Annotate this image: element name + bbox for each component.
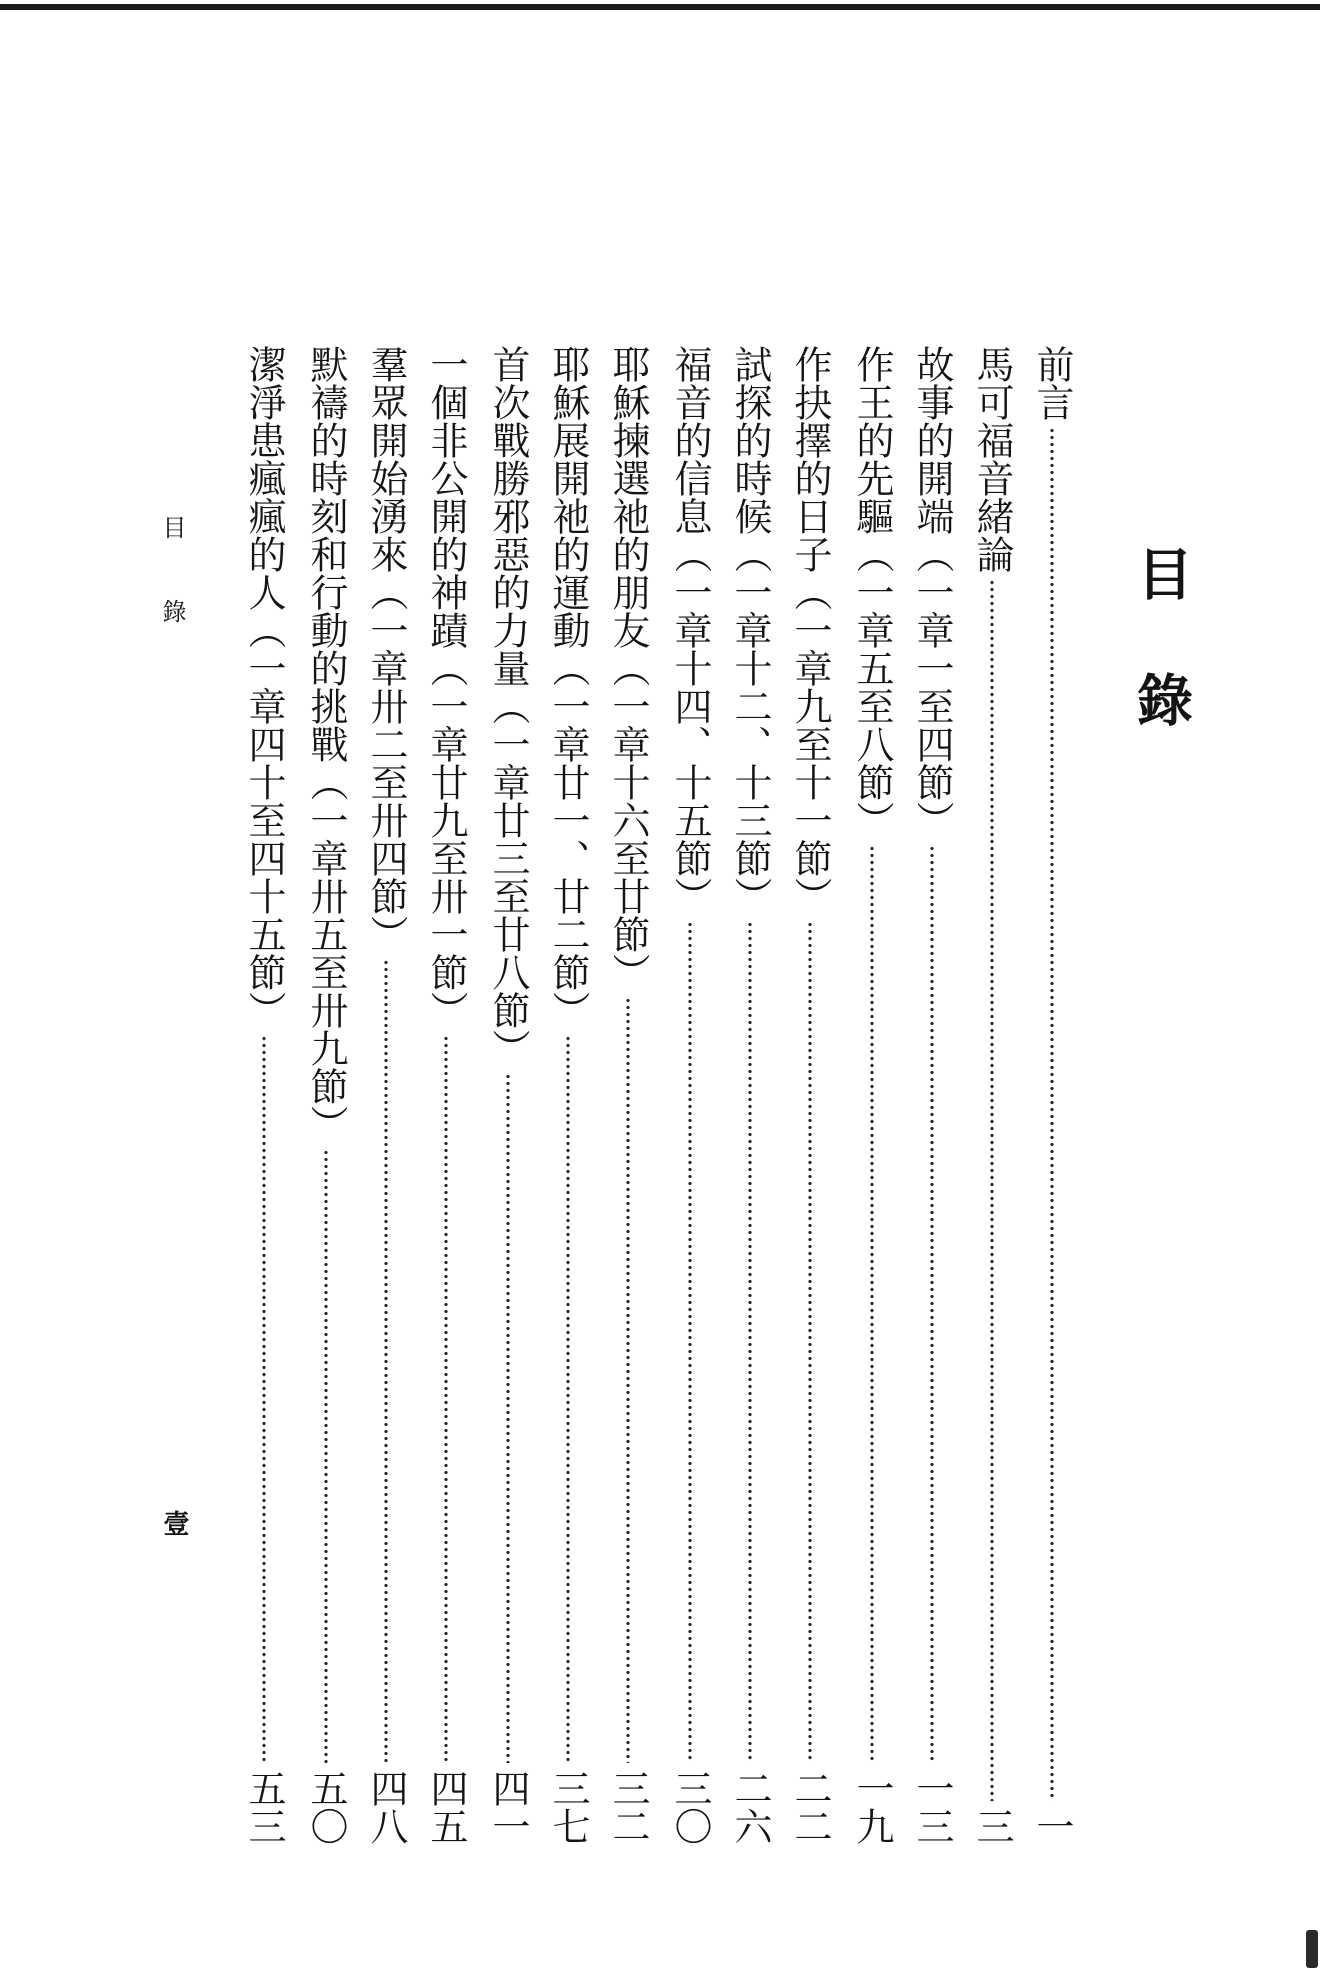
- toc-entry-label: 故事的開端（一章一至四節）: [910, 345, 954, 839]
- scan-edge-mark: [1306, 1930, 1318, 1968]
- toc-leader-dots: [546, 1035, 590, 1763]
- toc-entry: [970, 345, 1014, 1845]
- running-head: 目錄: [158, 515, 186, 683]
- toc-entry-page: 二六: [728, 1769, 772, 1845]
- page-number: 壹: [159, 1510, 189, 1536]
- toc-entry-label: 作王的先驅（一章五至八節）: [850, 345, 894, 839]
- toc-entry-page: 二二: [788, 1769, 832, 1845]
- toc-entry: [364, 345, 408, 1845]
- toc-leader-dots: [970, 579, 1014, 1801]
- toc-leader-dots: [242, 1035, 286, 1763]
- toc-leader-dots: [424, 1035, 468, 1763]
- toc-entry: [1030, 345, 1074, 1845]
- toc-leader-dots: [486, 1073, 530, 1763]
- toc-leader-dots: [1030, 427, 1074, 1801]
- toc-entry: [546, 345, 590, 1845]
- toc-leader-dots: [364, 959, 408, 1763]
- toc-leader-dots: [304, 1149, 348, 1763]
- toc-entry-page: 三: [970, 1807, 1014, 1845]
- toc-leader-dots: [910, 845, 954, 1763]
- toc-leader-dots: [668, 921, 712, 1763]
- toc-entry-label: 馬可福音緒論: [970, 345, 1014, 573]
- toc-entry: [486, 345, 530, 1845]
- toc-leader-dots: [850, 845, 894, 1763]
- toc-entry: [788, 345, 832, 1845]
- toc-entry-page: 三〇: [668, 1769, 712, 1845]
- toc-entry: [606, 345, 650, 1845]
- toc-entry-page: 五三: [242, 1769, 286, 1845]
- toc-entry-page: 一九: [850, 1769, 894, 1845]
- toc-entry-label: 耶穌展開祂的運動（一章廿一、廿二節）: [546, 345, 590, 1029]
- toc-entry-label: 福音的信息（一章十四、十五節）: [668, 345, 712, 915]
- page-title: 目錄: [1128, 545, 1194, 797]
- toc-entry-label: 羣眾開始湧來（一章卅二至卅四節）: [364, 345, 408, 953]
- toc-leader-dots: [606, 997, 650, 1763]
- toc-entry-label: 潔淨患瘋瘋的人（一章四十至四十五節）: [242, 345, 286, 1029]
- toc-entry-page: 四一: [486, 1769, 530, 1845]
- toc-entry-page: 三七: [546, 1769, 590, 1845]
- toc-entry-label: 試探的時候（一章十二、十三節）: [728, 345, 772, 915]
- toc-entry-label: 前言: [1030, 345, 1074, 421]
- toc-entry-label: 默禱的時刻和行動的挑戰（一章卅五至卅九節）: [304, 345, 348, 1143]
- toc-entry: [668, 345, 712, 1845]
- toc-entry: [728, 345, 772, 1845]
- toc-entry-label: 一個非公開的神蹟（一章廿九至卅一節）: [424, 345, 468, 1029]
- toc-entry: [304, 345, 348, 1845]
- toc-entry-page: 一三: [910, 1769, 954, 1845]
- toc-entry: [910, 345, 954, 1845]
- toc-entry-page: 五〇: [304, 1769, 348, 1845]
- toc-entry: [850, 345, 894, 1845]
- toc-entry-label: 耶穌揀選祂的朋友（一章十六至廿節）: [606, 345, 650, 991]
- toc-entry-label: 首次戰勝邪惡的力量（一章廿三至廿八節）: [486, 345, 530, 1067]
- toc-entry-label: 作抉擇的日子（一章九至十一節）: [788, 345, 832, 915]
- toc-entry-page: 一: [1030, 1807, 1074, 1845]
- toc-entry: [242, 345, 286, 1845]
- toc-leader-dots: [788, 921, 832, 1763]
- toc-entry-page: 三二: [606, 1769, 650, 1845]
- scan-top-edge: [0, 4, 1320, 10]
- toc-leader-dots: [728, 921, 772, 1763]
- toc-entry: [424, 345, 468, 1845]
- toc-entry-page: 四五: [424, 1769, 468, 1845]
- toc-entry-page: 四八: [364, 1769, 408, 1845]
